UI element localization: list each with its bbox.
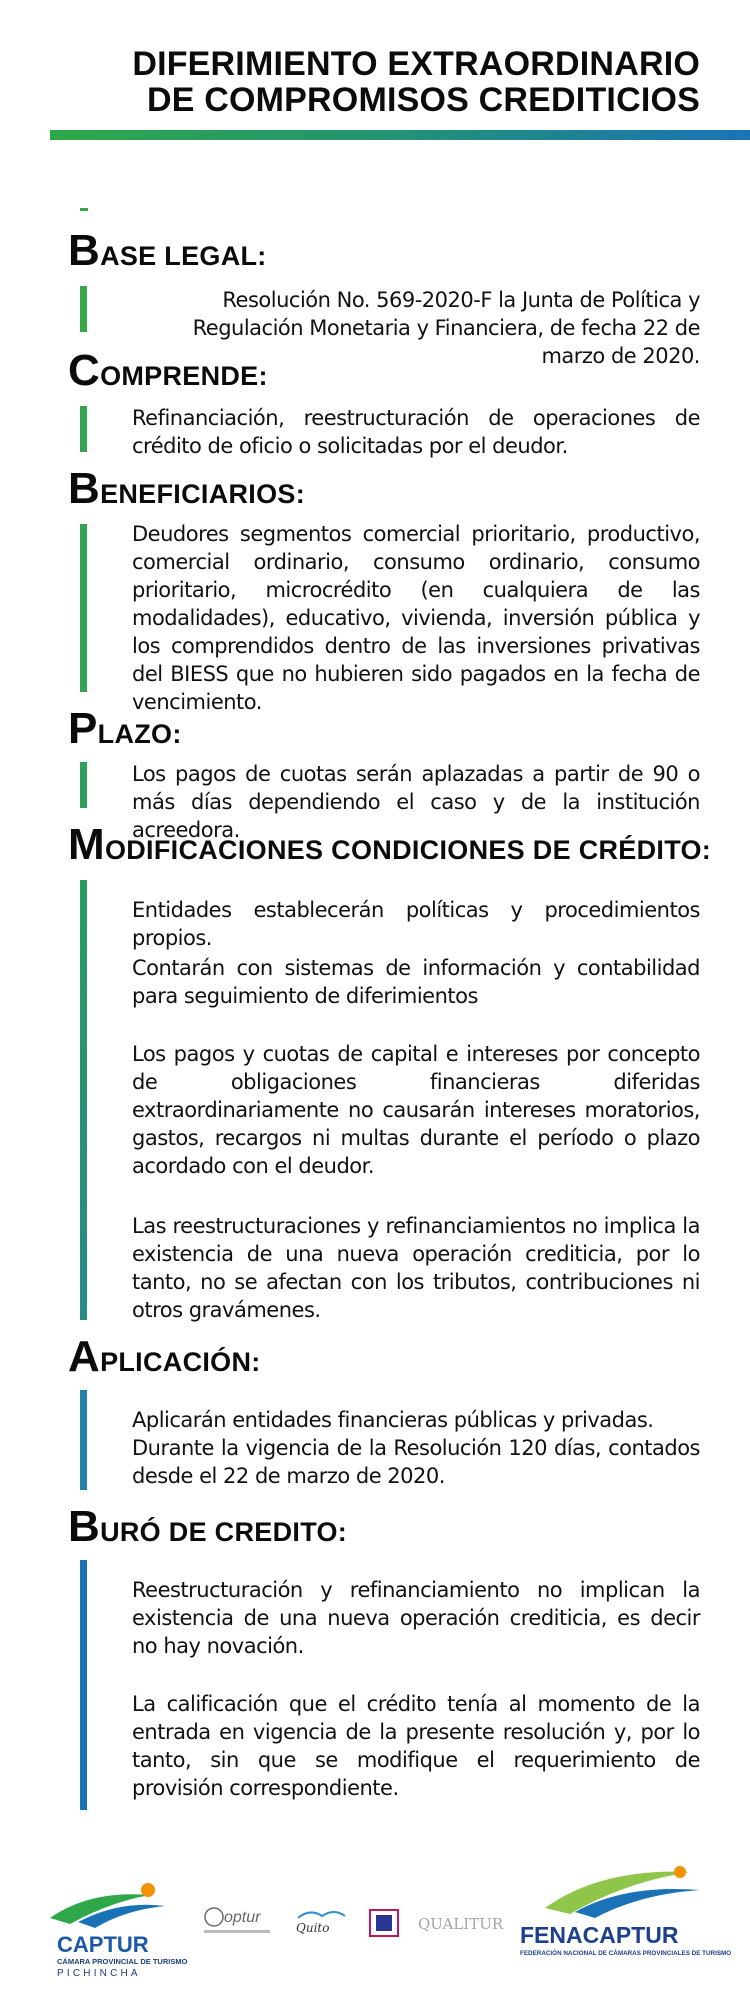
section-bar-base-legal — [80, 286, 87, 332]
page-title-line2: DE COMPROMISOS CREDITICIOS — [146, 81, 700, 119]
section-title-aplicacion: APLICACIÓN: — [68, 1332, 261, 1381]
captur-line1: CÁMARA PROVINCIAL DE TURISMO — [57, 1957, 188, 1966]
page-title-line1: DIFERIMIENTO EXTRAORDINARIO — [132, 45, 700, 83]
section-text-buro-2: La calificación que el crédito tenía al momento de la entrada en vigencia de la presente resolución y, por lo tanto, sin que se modifique el requerimiento de provisión correspondiente. — [132, 1692, 700, 1800]
captur-sun-icon — [141, 1883, 155, 1897]
section-bar-comprende — [80, 406, 87, 452]
quito-name: Quito — [296, 1921, 330, 1935]
optur-globe-icon — [205, 1908, 223, 1926]
square-logo-inner — [376, 1915, 392, 1931]
section-bar-beneficiarios — [80, 524, 87, 692]
section-text-modificaciones-2: Contarán con sistemas de información y contabilidad para seguimiento de diferimientos — [132, 956, 700, 1008]
quito-mountain-icon — [298, 1912, 345, 1918]
captur-logo — [50, 1883, 188, 1979]
fenacaptur-name: FENACAPTUR — [520, 1922, 679, 1948]
section-text-plazo: Los pagos de cuotas serán aplazadas a partir de 90 o más días dependiendo el caso y de la institución acreedora. — [132, 762, 700, 842]
fenacaptur-logo — [520, 1866, 731, 1957]
section-text-aplicacion-2: Durante la vigencia de la Resolución 120 días, contados desde el 22 de marzo de 2020. — [132, 1436, 700, 1488]
quito-logo — [296, 1912, 345, 1935]
section-text-beneficiarios: Deudores segmentos comercial prioritario, productivo, comercial ordinario, consumo ordinario, consumo prioritario, microcrédito (en cualquiera de las modalidades), educativo, vivienda, inversión pública y los comprendidos dentro de las inversiones privativas del BIESS que no hubieren sido pagados en la fecha de vencimiento. — [132, 522, 700, 714]
title-gradient-bar — [50, 130, 750, 140]
section-bar-plazo — [80, 762, 87, 808]
section-text-aplicacion-1: Aplicarán entidades financieras públicas y privadas. — [132, 1408, 654, 1432]
section-text-base-legal: Resolución No. 569-2020-F la Junta de Política y Regulación Monetaria y Financiera, de fecha 22 de marzo de 2020. — [192, 288, 700, 368]
section-bar-aplicacion — [80, 1390, 87, 1490]
section-text-modificaciones-4: Las reestructuraciones y refinanciamientos no implica la existencia de una nueva operación crediticia, por lo tanto, no se afectan con los tributos, contribuciones ni otros gravámenes. — [132, 1214, 700, 1322]
page-title — [132, 46, 700, 118]
section-title-comprende: COMPRENDE: — [68, 346, 268, 395]
fenacaptur-sub: FEDERACIÓN NACIONAL DE CÁMARAS PROVINCIALES DE TURISMO — [520, 1950, 732, 1957]
qualitur-name: QUALITUR — [418, 1915, 504, 1933]
section-bar-buro — [80, 1560, 87, 1810]
decorative-dash — [80, 208, 88, 211]
optur-name: optur — [224, 1909, 261, 1926]
optur-underline — [204, 1930, 270, 1933]
captur-line2: PICHINCHA — [57, 1968, 141, 1979]
section-title-plazo: PLAZO: — [68, 704, 182, 753]
section-text-buro-1: Reestructuración y refinanciamiento no implican la existencia de una nueva operación crediticia, es decir no hay novación. — [132, 1578, 700, 1658]
section-title-base-legal: BASE LEGAL: — [68, 226, 267, 275]
qualitur-logo — [418, 1915, 504, 1933]
footer-logos — [0, 1850, 750, 2000]
captur-name: CAPTUR — [57, 1932, 149, 1957]
section-title-buro: BURÓ DE CREDITO: — [68, 1502, 348, 1551]
section-bar-modificaciones — [80, 880, 87, 1320]
section-text-modificaciones-3: Los pagos y cuotas de capital e intereses por concepto de obligaciones financieras diferidas extraordinariamente no causarán intereses moratorios, gastos, recargos ni multas durante el período o plazo acordado con el deudor. — [132, 1042, 700, 1178]
section-text-modificaciones-1: Entidades establecerán políticas y procedimientos propios. — [132, 898, 700, 950]
fenacaptur-sun-icon — [674, 1866, 686, 1878]
section-title-beneficiarios: BENEFICIARIOS: — [68, 464, 305, 513]
section-title-modificaciones: MODIFICACIONES CONDICIONES DE CRÉDITO: — [68, 820, 712, 869]
section-text-comprende: Refinanciación, reestructuración de operaciones de crédito de oficio o solicitadas por el deudor. — [132, 406, 700, 458]
square-logo — [370, 1910, 398, 1936]
optur-logo — [204, 1908, 270, 1933]
